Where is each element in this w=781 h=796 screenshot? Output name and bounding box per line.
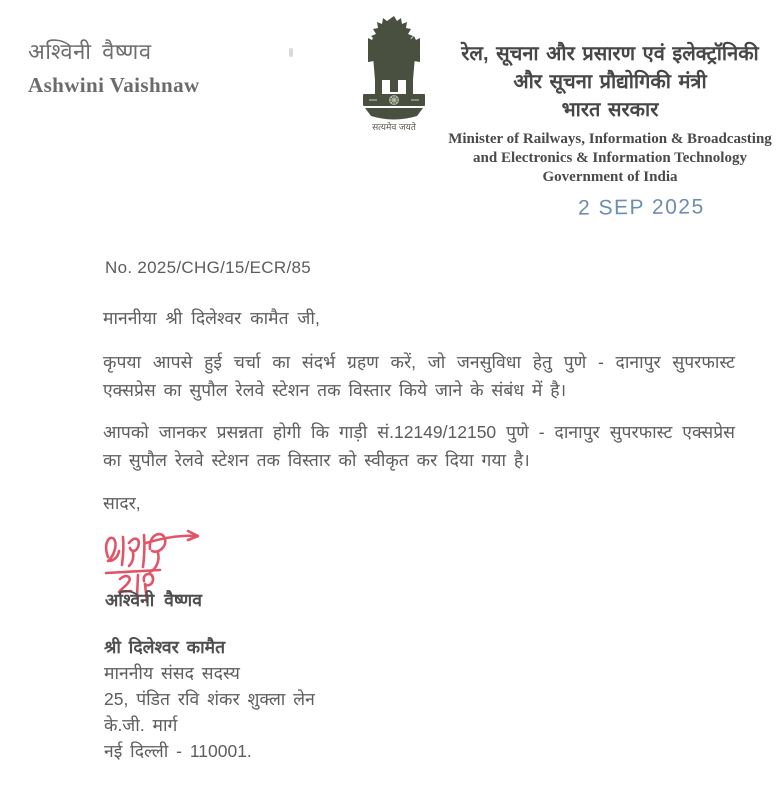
office-title-english-line3: Government of India bbox=[542, 169, 678, 185]
emblem-block bbox=[350, 14, 438, 141]
office-title-hindi-line3: भारत सरकार bbox=[561, 99, 659, 121]
recipient-name: श्री दिलेश्वर कामैत bbox=[104, 637, 226, 657]
office-title-english-line1: Minister of Railways, Information & Broadcasting bbox=[448, 131, 772, 147]
emblem-motto: सत्यमेव जयते bbox=[372, 122, 416, 132]
state-emblem-icon bbox=[352, 14, 436, 136]
salutation: माननीया श्री दिलेश्वर कामैत जी, bbox=[103, 308, 320, 328]
sender-name-english: Ashwini Vaishnaw bbox=[28, 73, 200, 97]
scan-artifact bbox=[289, 48, 293, 57]
signed-name: अश्विनी वैष्णव bbox=[105, 590, 202, 610]
sender-block bbox=[28, 36, 200, 98]
recipient-address-block bbox=[104, 634, 315, 764]
reference-number: No. 2025/CHG/15/ECR/85 bbox=[105, 258, 311, 277]
body-paragraph-1: कृपया आपसे हुई चर्चा का संदर्भ ग्रहण करें, जो जनसुविधा हेतु पुणे - दानापुर सुपरफास्ट एक्सप्रेस का सुपौल रेलवे स्टेशन तक विस्तार किये जाने के संबंध में है। bbox=[103, 352, 735, 400]
body-paragraph-2: आपको जानकर प्रसन्नता होगी कि गाड़ी सं.12149/12150 पुणे - दानापुर सुपरफास्ट एक्सप्रेस का सुपौल रेलवे स्टेशन तक विस्तार को स्वीकृत कर दिया गया है। bbox=[103, 422, 735, 470]
recipient-address-line3: नई दिल्ली - 110001. bbox=[104, 741, 252, 761]
office-block bbox=[442, 40, 778, 187]
recipient-address-line2: के.जी. मार्ग bbox=[104, 715, 178, 735]
date-stamp: 2 SEP 2025 bbox=[577, 195, 705, 220]
recipient-title: माननीय संसद सदस्य bbox=[104, 663, 240, 683]
closing-salutation: सादर, bbox=[103, 493, 141, 513]
recipient-address-line1: 25, पंडित रवि शंकर शुक्ला लेन bbox=[104, 689, 315, 709]
office-title-hindi-line2: और सूचना प्रौद्योगिकी मंत्री bbox=[513, 71, 707, 93]
sender-name-hindi: अश्विनी वैष्णव bbox=[28, 39, 152, 64]
office-title-english-line2: and Electronics & Information Technology bbox=[473, 150, 747, 166]
office-title-hindi-line1: रेल, सूचना और प्रसारण एवं इलेक्ट्रॉनिकी bbox=[461, 43, 759, 65]
